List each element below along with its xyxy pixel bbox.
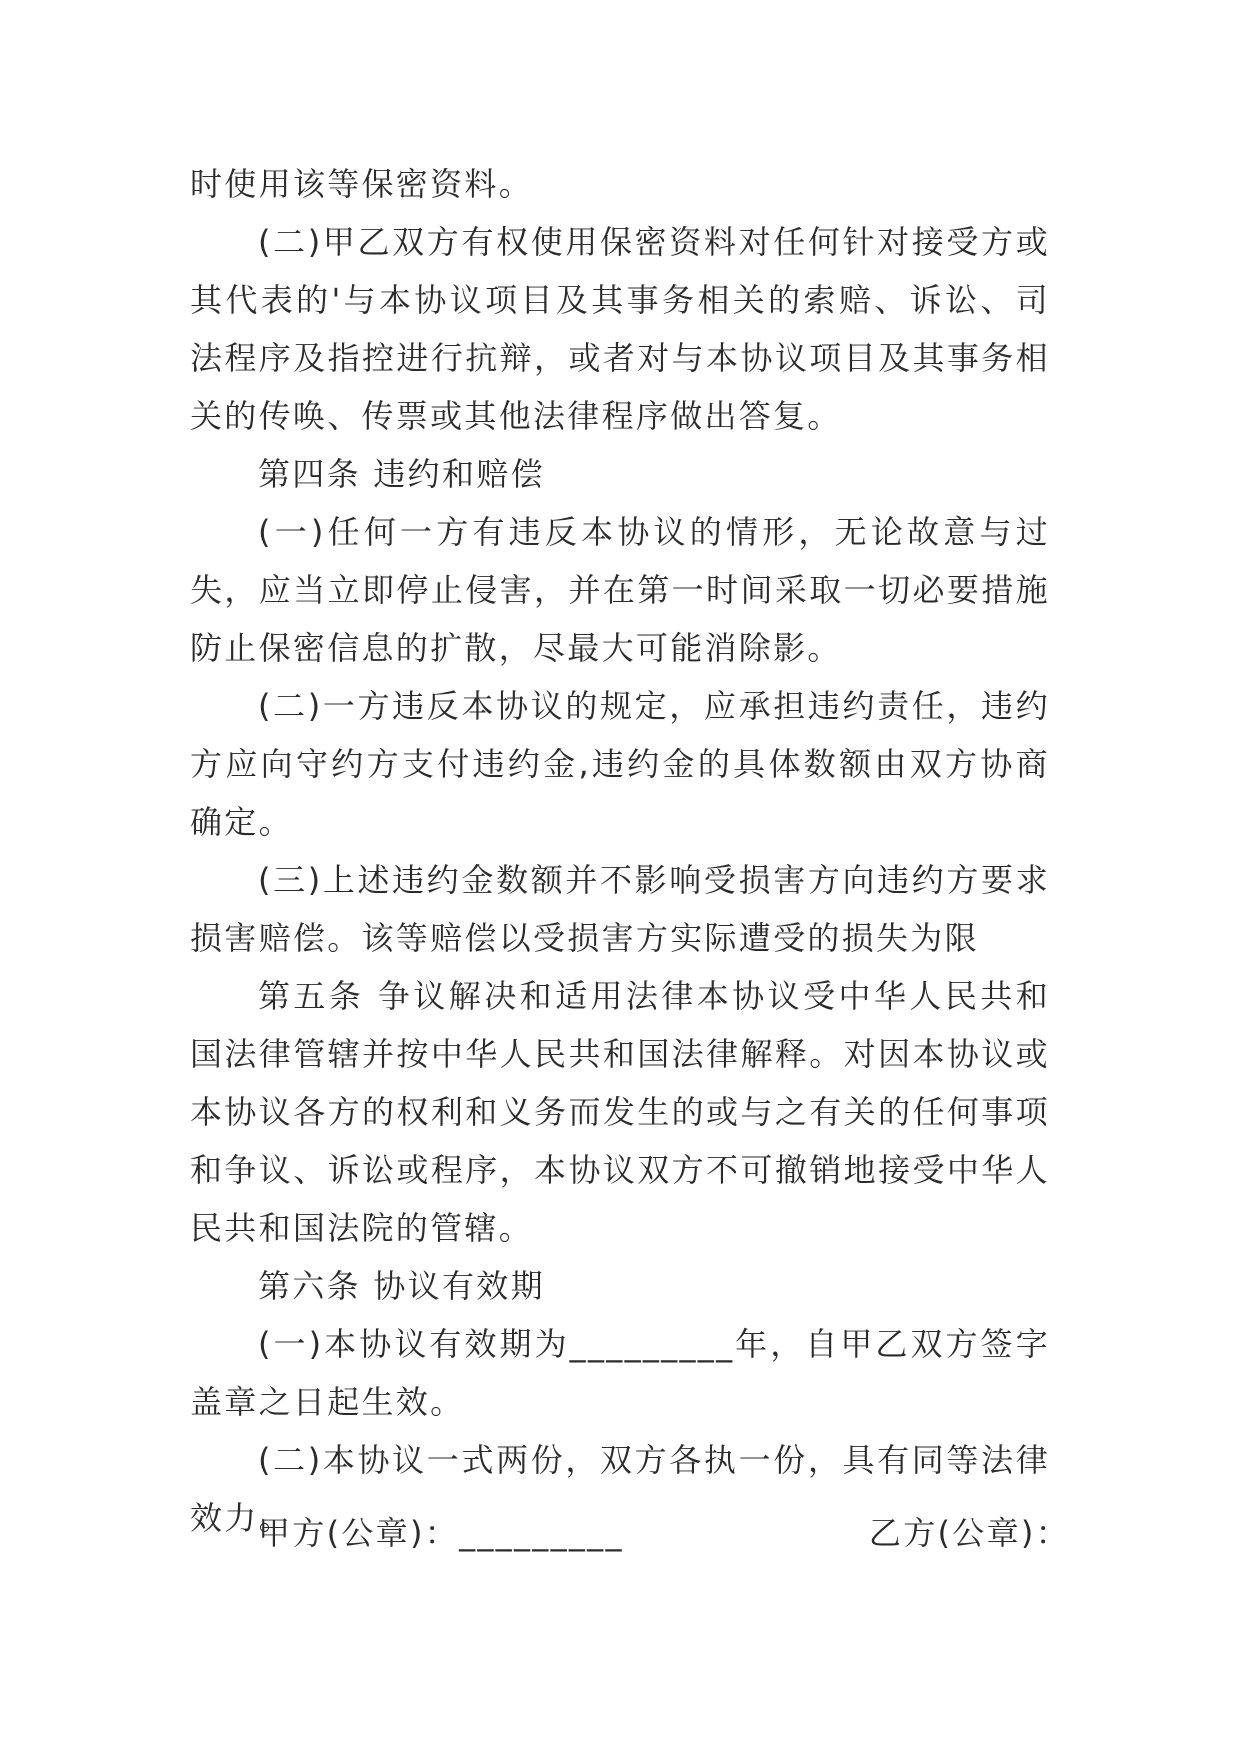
paragraph: (二)甲乙双方有权使用保密资料对任何针对接受方或其代表的'与本协议项目及其事务相关的索赔、诉讼、司法程序及指控进行抗辩，或者对与本协议项目及其事务相关的传唤、传票或其他法律程序做出答复。 — [190, 223, 1050, 435]
document-body — [190, 155, 1050, 1547]
section-heading: 第六条 协议有效期 — [258, 1267, 545, 1305]
paragraph: (二)一方违反本协议的规定，应承担违约责任，违约方应向守约方支付违约金,违约金的具体数额由双方协商确定。 — [190, 687, 1050, 841]
paragraph: (一)本协议有效期为_________年，自甲乙双方签字盖章之日起生效。 — [190, 1325, 1050, 1421]
paragraph: (一)任何一方有违反本协议的情形，无论故意与过失，应当立即停止侵害，并在第一时间采取一切必要措施防止保密信息的扩散，尽最大可能消除影。 — [190, 513, 1050, 667]
paragraph: (三)上述违约金数额并不影响受损害方向违约方要求损害赔偿。该等赔偿以受损害方实际遭受的损失为限 — [190, 861, 1050, 957]
party-a-seal: 甲方(公章)：_________ — [258, 1514, 624, 1552]
paragraph: (二)本协议一式两份，双方各执一份，具有同等法律效力。 — [190, 1441, 1050, 1537]
section-heading: 第四条 违约和赔偿 — [258, 455, 545, 493]
signature-line — [190, 1504, 1070, 1562]
paragraph: 时使用该等保密资料。 — [190, 165, 534, 203]
paragraph: 第五条 争议解决和适用法律本协议受中华人民共和国法律管辖并按中华人民共和国法律解释。对因本协议或本协议各方的权利和义务而发生的或与之有关的任何事项和争议、诉讼或程序，本协议双方不可撤销地接受中华人民共和国法院的管辖。 — [190, 977, 1050, 1247]
party-b-seal: 乙方(公章)： — [868, 1514, 1070, 1552]
